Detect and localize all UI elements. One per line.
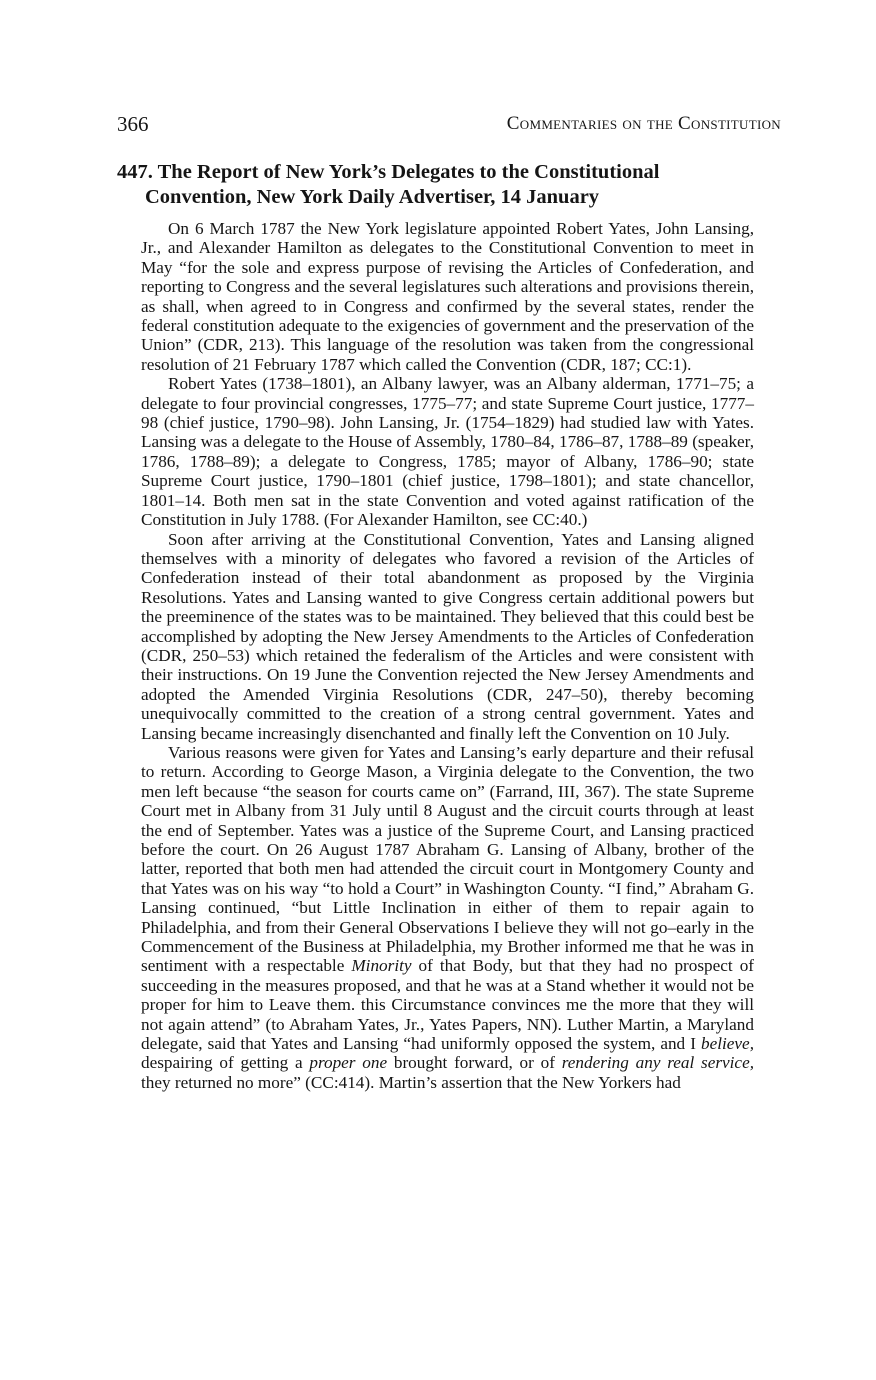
italic-believe: believe,: [701, 1034, 754, 1054]
italic-rendering-service: rendering any real service,: [561, 1053, 754, 1073]
document-body: [141, 219, 754, 1092]
paragraph-4-text-2: of that Body, but that they had no prospect of succeeding in the measures proposed, and that he was at a Stand whether it would not be proper for him to Leave them. this Circumstance convinces me the more that they will not again attend” (to Abraham Yates, Jr., Yates Papers, NN). Luther Martin, a Maryland delegate, said that Yates and Lansing “had uniformly opposed the system, and I: [141, 956, 755, 1054]
paragraph-1: On 6 March 1787 the New York legislature appointed Robert Yates, John Lansing, Jr., and Alexander Hamilton as delegates to the Constitutional Convention to meet in May “for the sole and express purpose of revising the Articles of Confederation, and reporting to Congress and the several legislatures such alterations and provisions therein, as shall, when agreed to in Congress and confirmed by the several states, render the federal constitution adequate to the exigencies of government and the preservation of the Union” (CDR, 213). This language of the resolution was taken from the congressional resolution of 21 February 1787 which called the Convention (CDR, 187; CC:1).: [141, 219, 754, 374]
paragraph-4-text-1: Various reasons were given for Yates and Lansing’s early departure and their refusal to return. According to George Mason, a Virginia delegate to the Convention, the two men left because “the season for courts came on” (Farrand, III, 367). The state Supreme Court met in Albany from 31 July until 8 August and the circuit courts through at least the end of September. Yates was a justice of the Supreme Court, and Lansing practiced before the court. On 26 August 1787 Abraham G. Lansing of Albany, brother of the latter, reported that both men had attended the circuit court in Montgomery County and that Yates was on his way “to hold a Court” in Washington County. “I find,” Abraham G. Lansing continued, “but Little Inclination in either of them to repair again to Philadelphia, and from their General Observations I believe they will not go–early in the Commencement of the Business at Philadelphia, my Brother informed me that he was in sentiment with a respectable: [141, 742, 754, 976]
page-number: 366: [117, 112, 149, 136]
paragraph-4-text-5: they returned no more” (CC:414). Martin’s assertion that the New Yorkers had: [141, 1072, 681, 1092]
paragraph-3: Soon after arriving at the Constitutional Convention, Yates and Lansing aligned themselves with a minority of delegates who favored a revision of the Articles of Confederation instead of their total abandonment as proposed by the Virginia Resolutions. Yates and Lansing wanted to give Congress certain additional powers but the preeminence of the states was to be maintained. They believed that this could best be accomplished by adopting the New Jersey Amendments to the Articles of Confederation (CDR, 250–53) which retained the federalism of the Articles and were consistent with their instructions. On 19 June the Convention rejected the New Jersey Amendments and adopted the Amended Virginia Resolutions (CDR, 247–50), thereby becoming unequivocally committed to the creation of a strong central government. Yates and Lansing became increasingly disenchanted and finally left the Convention on 10 July.: [141, 529, 754, 743]
paragraph-4: [141, 743, 754, 1092]
italic-proper-one: proper one: [309, 1053, 388, 1073]
document-title: 447. The Report of New York’s Delegates to the Constitutional Convention, New York Daily Advertiser, 14 January: [117, 161, 660, 208]
running-title: Commentaries on the Constitution: [506, 113, 781, 134]
paragraph-4-text-3: despairing of getting a: [141, 1053, 310, 1073]
paragraph-4-text-4: brought forward, or of: [387, 1053, 562, 1073]
paragraph-2: Robert Yates (1738–1801), an Albany lawyer, was an Albany alderman, 1771–75; a delegate to four provincial congresses, 1775–77; and state Supreme Court justice, 1777–98 (chief justice, 1790–98). John Lansing, Jr. (1754–1829) had studied law with Yates. Lansing was a delegate to the House of Assembly, 1780–84, 1786–87, 1788–89 (speaker, 1786, 1788–89); a delegate to Congress, 1785; mayor of Albany, 1786–90; state Supreme Court justice, 1790–1801 (chief justice, 1798–1801); and state chancellor, 1801–14. Both men sat in the state Convention and voted against ratification of the Constitution in July 1788. (For Alexander Hamilton, see CC:40.): [141, 374, 755, 530]
italic-minority: Minority: [351, 956, 412, 976]
running-header: [117, 109, 781, 139]
